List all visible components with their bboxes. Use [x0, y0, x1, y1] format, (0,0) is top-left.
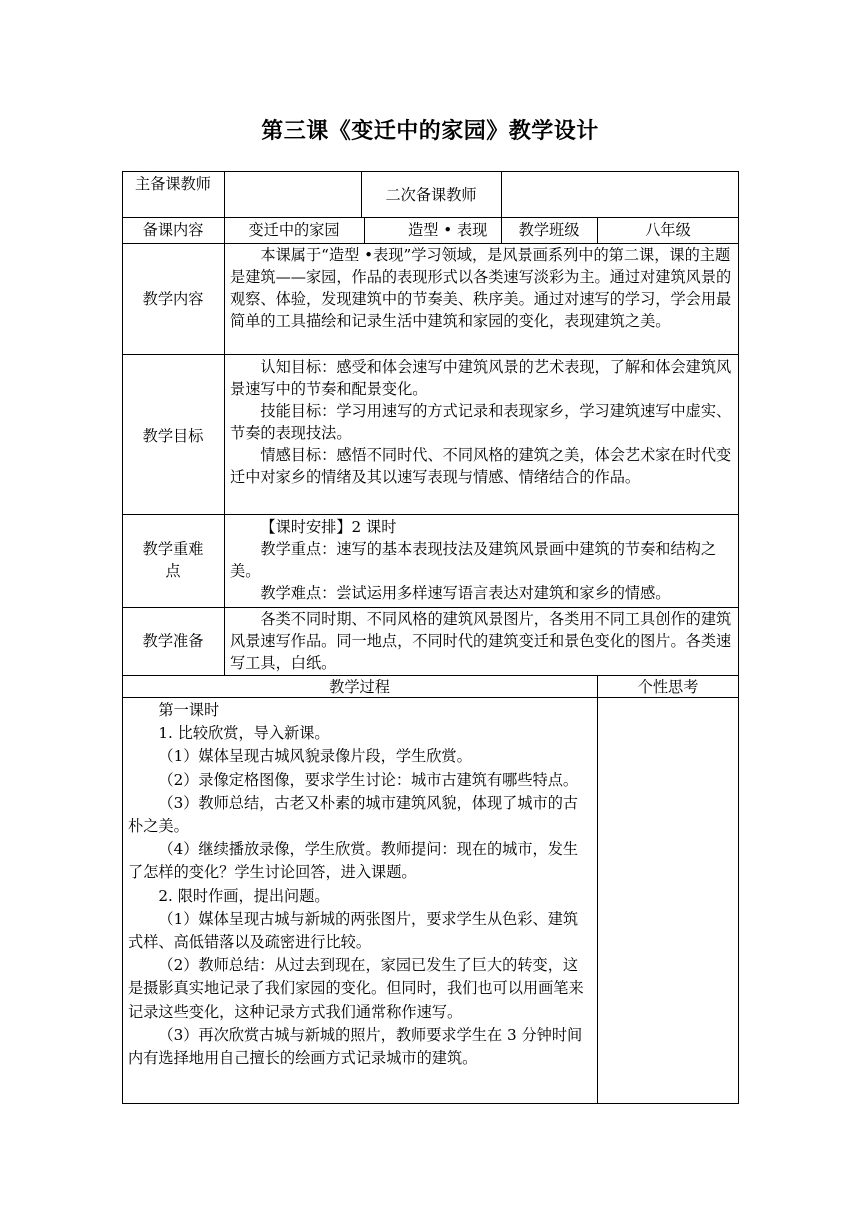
- prep-paragraph: 各类不同时期、不同风格的建筑风景图片，各类用不同工具创作的建筑风景速写作品。同一地点，不同时代的建筑变迁和景色变化的图片。各类速写工具，白纸。: [230, 610, 732, 672]
- goals-row-label: 教学目标: [142, 427, 204, 445]
- keypoints-row-text: [230, 516, 736, 604]
- content-paragraph: 本课属于“造型 •表现”学习领域，是风景画系列中的第二课，课的主题是建筑——家园，作品的表现形式以各类速写淡彩为主。通过对建筑风景的观察、体验，发现建筑中的节奏美、秩序美。通过对速写的学习，学会用最简单的工具描绘和记录生活中建筑和家园的变化，表现建筑之美。: [230, 246, 732, 330]
- keypoints-label-line2: 点: [165, 562, 181, 580]
- column-divider: [364, 217, 365, 243]
- goal-emotion: 情感目标：感悟不同时代、不同风格的建筑之美，体会艺术家在时代变迁中对家乡的情绪及其以速写表现与情感、情绪结合的作品。: [230, 446, 732, 486]
- content-row-label: 教学内容: [142, 290, 204, 308]
- keypoints-label-line1: 教学重难: [142, 540, 204, 558]
- process-line: （2）教师总结：从过去到现在，家园已发生了巨大的转变，这是摄影真实地记录了我们家园的变化。但同时，我们也可以用画笔来记录这些变化，这种记录方式我们通常称作速写。: [128, 956, 584, 1021]
- goal-skill: 技能目标：学习用速写的方式记录和表现家乡，学习建筑速写中虚实、节奏的表现技法。: [230, 402, 732, 442]
- row-divider: [122, 217, 739, 218]
- main-teacher-label: 主备课教师: [135, 175, 211, 193]
- process-body: [128, 699, 590, 1070]
- process-line: 第一课时: [158, 701, 220, 719]
- process-line: （1）媒体呈现古城风貌录像片段，学生欣赏。: [158, 747, 472, 766]
- column-divider: [597, 675, 598, 1104]
- reflection-header: 个性思考: [637, 678, 699, 696]
- process-line: 2. 限时作画，提出问题。: [158, 886, 330, 905]
- second-teacher-label: 二次备课教师: [385, 186, 477, 204]
- goals-row-text: [230, 356, 736, 488]
- process-line: （1）媒体呈现古城与新城的两张图片，要求学生从色彩、建筑式样、高低错落以及疏密进行比较。: [128, 909, 579, 952]
- key-point: 教学重点：速写的基本表现技法及建筑风景画中建筑的节奏和结构之美。: [230, 540, 717, 580]
- process-line: （3）再次欣赏古城与新城的照片，教师要求学生在 3 分钟时间内有选择地用自己擅长的绘画方式记录城市的建筑。: [128, 1025, 583, 1068]
- difficult-point: 教学难点：尝试运用多样速写语言表达对建筑和家乡的情感。: [260, 584, 671, 602]
- schedule-note: 【课时安排】2 课时: [260, 518, 397, 536]
- class-value: 八年级: [645, 221, 691, 239]
- content-value: 变迁中的家园: [248, 221, 340, 239]
- process-line: （2）录像定格图像，要求学生讨论：城市古建筑有哪些特点。: [158, 770, 579, 789]
- class-label: 教学班级: [518, 221, 580, 239]
- process-line: （4）继续播放录像，学生欣赏。教师提问：现在的城市，发生了怎样的变化？学生讨论回答，进入课题。: [128, 840, 579, 882]
- prep-row-text: [230, 608, 736, 674]
- process-line: （3）教师总结，古老又朴素的城市建筑风貌，体现了城市的古朴之美。: [128, 793, 579, 836]
- content-label: 备课内容: [142, 221, 204, 239]
- column-divider: [224, 171, 225, 675]
- prep-row-label: 教学准备: [142, 632, 204, 650]
- process-line: 1. 比较欣赏，导入新课。: [158, 724, 330, 743]
- row-divider: [122, 354, 739, 355]
- keypoints-row-label: [122, 538, 224, 582]
- goal-cognitive: 认知目标：感受和体会速写中建筑风景的艺术表现，了解和体会建筑风景速写中的节奏和配景变化。: [230, 358, 732, 398]
- content-row-text: [230, 244, 736, 332]
- process-header: 教学过程: [329, 678, 390, 696]
- document-title: 第三课《变迁中的家园》教学设计: [261, 119, 599, 144]
- row-divider: [122, 514, 739, 515]
- field-value: 造型 • 表现: [408, 221, 488, 239]
